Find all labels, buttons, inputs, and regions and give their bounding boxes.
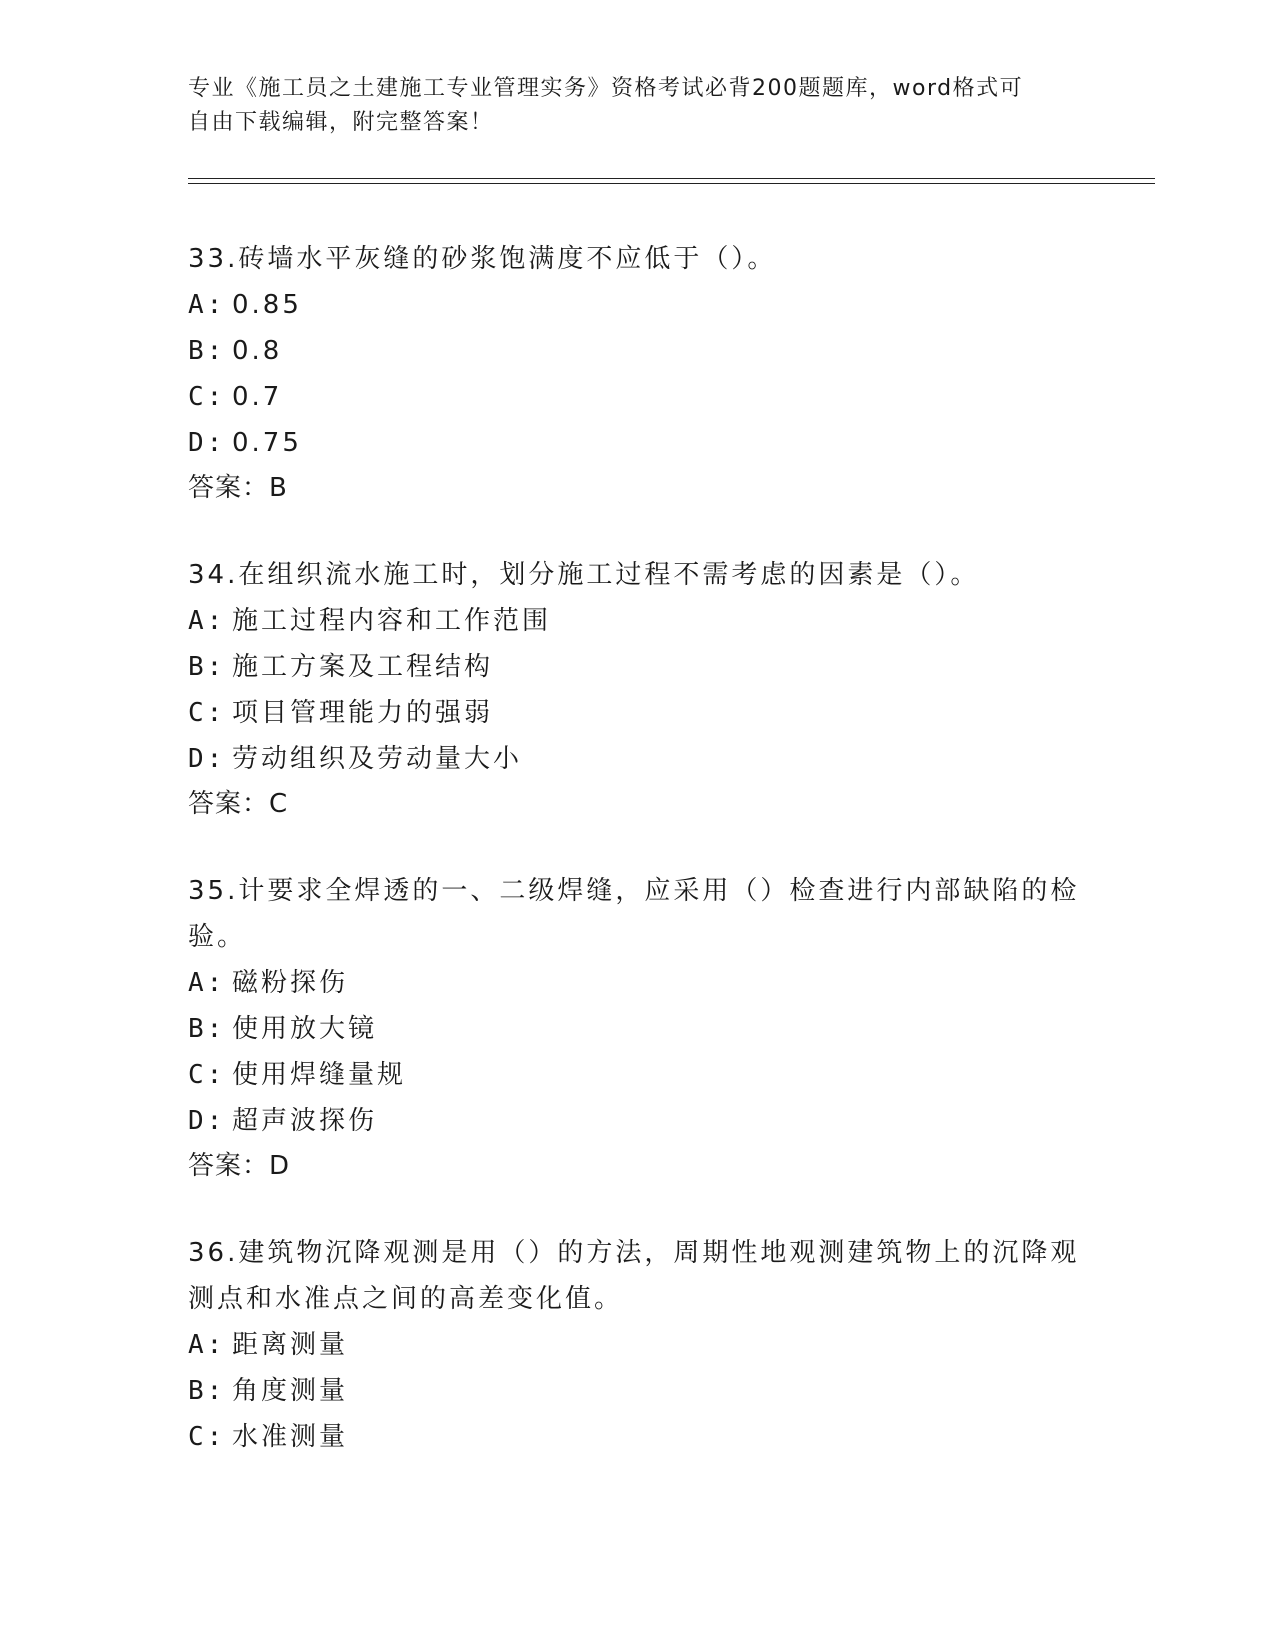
option-key: A:: [188, 968, 226, 998]
option-key: C:: [188, 1060, 226, 1090]
option-key: B:: [188, 1376, 226, 1406]
option-text: 0.75: [232, 428, 302, 458]
option-text: 水准测量: [232, 1422, 349, 1452]
option-d: [188, 736, 1088, 782]
option-text: 0.8: [232, 336, 283, 366]
option-key: C:: [188, 1422, 226, 1452]
question-text: 33.砖墙水平灰缝的砂浆饱满度不应低于（）。: [188, 244, 777, 274]
option-key: D:: [188, 1106, 226, 1136]
question-35: [188, 868, 1088, 1188]
option-b: [188, 1006, 1088, 1052]
option-text: 磁粉探伤: [232, 968, 349, 998]
option-key: D:: [188, 428, 226, 458]
option-text: 使用焊缝量规: [232, 1060, 407, 1090]
option-d: [188, 1098, 1088, 1144]
option-b: [188, 328, 1088, 374]
option-d: [188, 420, 1088, 466]
question-33: [188, 236, 1088, 510]
answer-label: 答案：C: [188, 789, 289, 819]
option-b: [188, 1368, 1088, 1414]
question-list: [188, 236, 1088, 1502]
option-text: 施工方案及工程结构: [232, 652, 494, 682]
option-text: 使用放大镜: [232, 1014, 378, 1044]
option-text: 距离测量: [232, 1330, 349, 1360]
question-text: 35.计要求全焊透的一、二级焊缝，应采用（）检查进行内部缺陷的检验。: [188, 876, 1080, 952]
option-key: B:: [188, 652, 226, 682]
option-b: [188, 644, 1088, 690]
answer-label: 答案：D: [188, 1151, 291, 1181]
option-c: [188, 690, 1088, 736]
option-key: D:: [188, 744, 226, 774]
option-text: 0.85: [232, 290, 302, 320]
option-text: 0.7: [232, 382, 283, 412]
option-c: [188, 1052, 1088, 1098]
question-text: 34.在组织流水施工时，划分施工过程不需考虑的因素是（）。: [188, 560, 980, 590]
option-key: C:: [188, 698, 226, 728]
option-a: [188, 1322, 1088, 1368]
option-text: 施工过程内容和工作范围: [232, 606, 552, 636]
document-header: [188, 72, 1068, 140]
option-key: B:: [188, 1014, 226, 1044]
option-text: 劳动组织及劳动量大小: [232, 744, 523, 774]
option-a: [188, 960, 1088, 1006]
option-key: A:: [188, 1330, 226, 1360]
question-36: [188, 1230, 1088, 1460]
option-a: [188, 598, 1088, 644]
header-divider-bottom: [188, 183, 1155, 184]
option-key: B:: [188, 336, 226, 366]
option-text: 超声波探伤: [232, 1106, 378, 1136]
option-a: [188, 282, 1088, 328]
option-text: 项目管理能力的强弱: [232, 698, 494, 728]
option-c: [188, 1414, 1088, 1460]
header-title-line-1: 专业《施工员之土建施工专业管理实务》资格考试必背200题题库，word格式可: [188, 76, 1024, 101]
option-key: C:: [188, 382, 226, 412]
header-divider-top: [188, 178, 1155, 179]
option-c: [188, 374, 1088, 420]
option-text: 角度测量: [232, 1376, 349, 1406]
answer-label: 答案：B: [188, 473, 288, 503]
option-key: A:: [188, 290, 226, 320]
question-text: 36.建筑物沉降观测是用（）的方法，周期性地观测建筑物上的沉降观测点和水准点之间的高差变化值。: [188, 1238, 1080, 1314]
question-34: [188, 552, 1088, 826]
header-title-line-2: 自由下载编辑，附完整答案！: [188, 110, 494, 135]
option-key: A:: [188, 606, 226, 636]
